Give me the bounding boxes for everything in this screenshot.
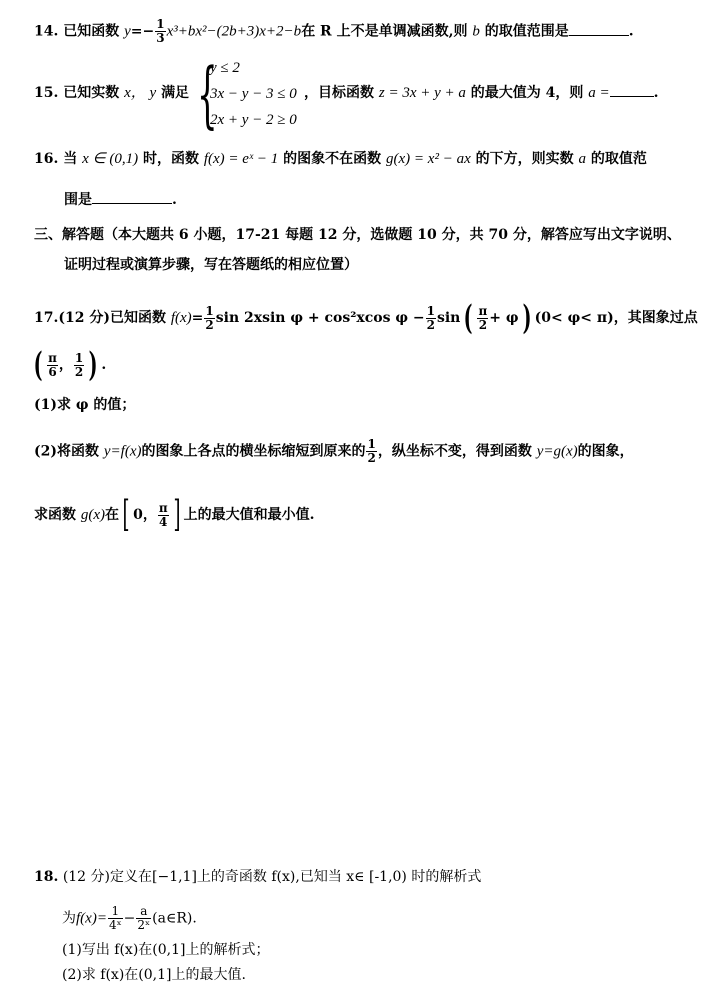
constraint-1: y ≤ 2 [210,60,240,76]
q18-line: 18. (12 分)定义在[−1,1]上的奇函数 f(x),已知当 x∈ [-1,0) 时的解析式 [34,869,482,885]
q17-line: 17.(12 分)已知函数 f(x)= $\frac{1}{2}$ sin 2xsin φ + cos²xcos φ − $\frac{1}{2}$ sin ( $\frac{\pi}{2}$ + φ ) (0< φ< π)，其图象过点 [34,298,698,338]
section-heading-line-2: 证明过程或演算步骤，写在答题纸的相应位置） [64,257,358,273]
constraint-3: 2x + y − 2 ≥ 0 [210,112,297,128]
q18-part-2: (2)求 f(x)在(0,1]上的最大值. [62,967,246,983]
fraction: $\frac{1}{3}$ [156,17,165,45]
q17-part-2: (2)将函数 y=f(x)的图象上各点的横坐标缩短到原来的 $\frac{1}{2}$ ，纵坐标不变，得到函数 y=g(x)的图象， [34,437,634,465]
constraint-2: 3x − y − 3 ≤ 0 [210,86,297,102]
q17-point: ( $\frac{\pi}{6}$ ， $\frac{1}{2}$ ) . [33,345,107,385]
fraction: $\frac{1}{2}$ [367,437,376,465]
answer-blank[interactable] [92,202,172,204]
question-number: 16. [34,151,59,167]
section-heading: 三、解答题（本大题共 6 小题，17-21 每题 12 分，选做题 10 分，共 70 分，解答应写出文字说明、 [34,227,681,243]
q17-part-2-line-2: 求函数 g(x)在[ 0， $\frac{\pi}{4}$ ] 上的最大值和最小值. [34,494,315,535]
fraction: $\frac{1}{2}$ [426,303,435,332]
q16-line: 16. 当 x ∈ (0,1) 时，函数 f(x) = eˣ − 1 的图象不在函数 g(x) = x² − ax 的下方，则实数 a 的取值范 [34,151,647,167]
system-brace: { [197,52,218,136]
q18-part-1: (1)写出 f(x)在(0,1]上的解析式； [62,942,270,958]
fraction: $\frac{1}{\text{4ˣ}}$ [108,904,122,932]
question-number: 14. [34,23,59,40]
q16-line-2: 围是 . [64,192,177,208]
q17-part-1: (1)求 φ 的值； [34,397,136,413]
fraction: $\frac{a}{\text{2ˣ}}$ [137,904,151,932]
answer-blank[interactable] [569,34,629,36]
question-number: 17. [34,310,59,326]
answer-blank[interactable] [610,95,654,97]
fraction: $\frac{\pi}{2}$ [478,303,488,332]
q18-line-2: 为f(x)= $\frac{1}{\text{4ˣ}}$ − $\frac{a}{\text{2ˣ}}$ (a∈R). [62,904,197,932]
q15-line: 15. 已知实数 x， y 满足 [34,85,190,101]
q15-line-right: ，目标函数 z = 3x + y + a 的最大值为 4，则 a = . [304,85,659,101]
fraction: $\frac{\pi}{4}$ [158,500,168,529]
fraction: $\frac{1}{2}$ [205,303,214,332]
question-number: 15. [34,85,59,101]
q14-line: 14. 已知函数 y=− $\frac{1}{3}$ x³+bx²−(2b+3)x+2−b在 R 上不是单调减函数,则 b 的取值范围是 . [34,17,634,45]
question-number: 18. [34,869,59,885]
fraction: $\frac{1}{2}$ [74,350,84,379]
fraction: $\frac{\pi}{6}$ [48,350,57,379]
